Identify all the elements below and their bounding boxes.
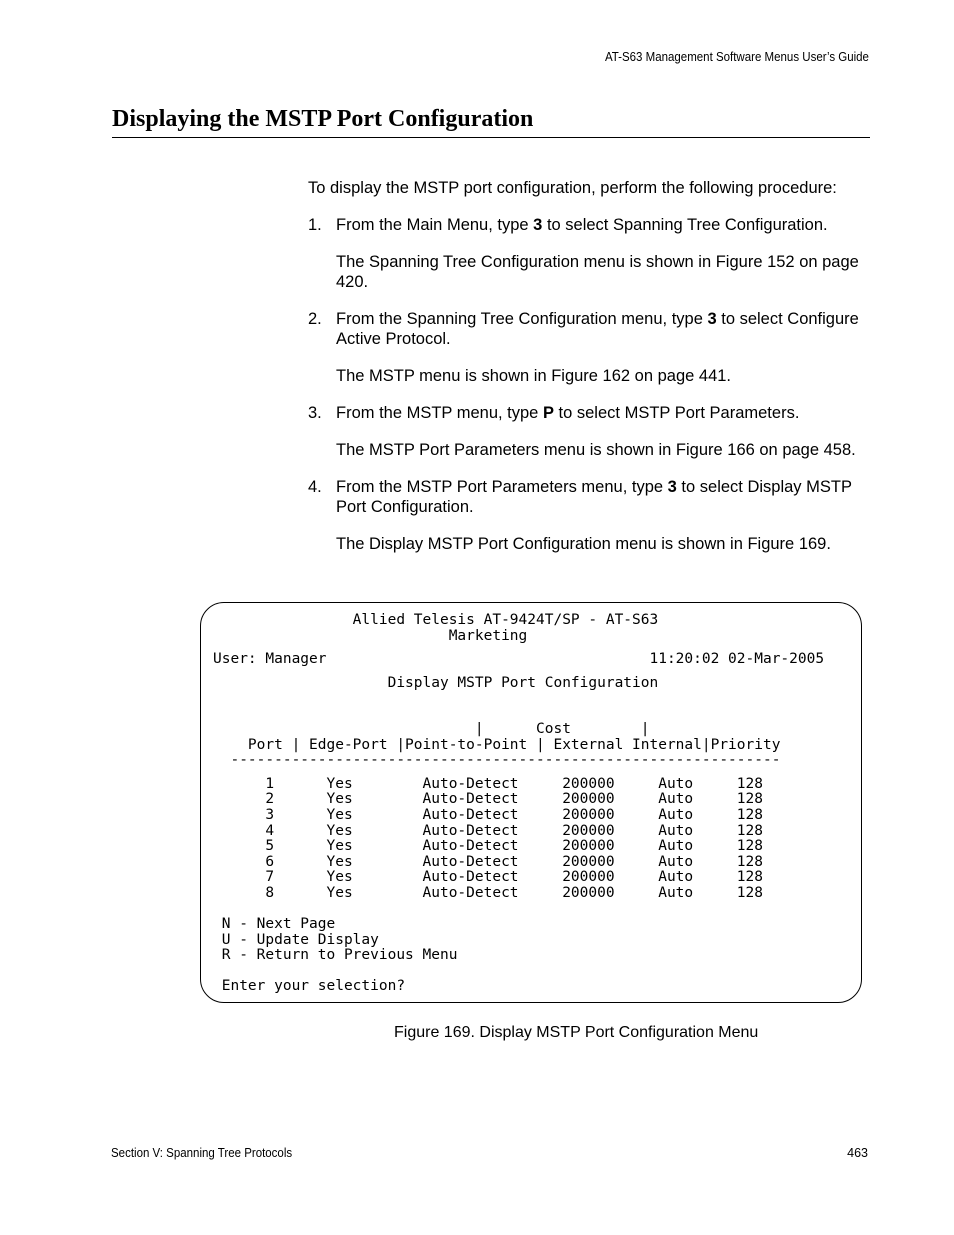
step-note: The MSTP menu is shown in Figure 162 on page 441.: [336, 367, 732, 385]
running-header: AT-S63 Management Software Menus User’s Guide: [605, 50, 869, 64]
section-title: Displaying the MSTP Port Configuration: [112, 106, 870, 138]
terminal-screen: [200, 602, 862, 1003]
terminal-line: 7 Yes Auto-Detect 200000 Auto 128: [213, 869, 763, 885]
step-text-pre: From the MSTP Port Parameters menu, type: [336, 478, 668, 496]
step-text-pre: From the Main Menu, type: [336, 216, 534, 234]
terminal-line: 2 Yes Auto-Detect 200000 Auto 128: [213, 791, 763, 807]
step-text-post: to select Display MSTP Port Configuration.: [336, 478, 852, 516]
step-text: [336, 309, 878, 349]
procedure-step: [308, 309, 878, 349]
step-text-pre: From the Spanning Tree Configuration menu, type: [336, 310, 708, 328]
terminal-line: 1 Yes Auto-Detect 200000 Auto 128: [213, 776, 763, 792]
step-note: The Display MSTP Port Configuration menu is shown in Figure 169.: [336, 535, 831, 553]
step-number: 2.: [308, 310, 322, 328]
terminal-line: Allied Telesis AT-9424T/SP - AT-S63: [213, 612, 659, 628]
step-key: P: [542, 404, 554, 422]
terminal-line: R - Return to Previous Menu: [213, 947, 458, 963]
step-number: 1.: [308, 216, 322, 234]
terminal-line: Port | Edge-Port |Point-to-Point | External Internal|Priority: [213, 737, 781, 753]
procedure-step: [308, 215, 878, 235]
step-number: 3.: [308, 404, 322, 422]
step-text-post: to select MSTP Port Parameters.: [553, 404, 800, 422]
terminal-line: 8 Yes Auto-Detect 200000 Auto 128: [213, 885, 763, 901]
step-key: 3: [533, 216, 543, 234]
terminal-line: 4 Yes Auto-Detect 200000 Auto 128: [213, 823, 763, 839]
terminal-line: ---------------------------------------------------------------: [213, 752, 781, 768]
step-note: The Spanning Tree Configuration menu is shown in Figure 152 on page 420.: [336, 253, 859, 291]
step-text-post: to select Configure Active Protocol.: [336, 310, 859, 348]
step-text: [336, 403, 878, 423]
figure-caption: Figure 169. Display MSTP Port Configuration Menu: [394, 1024, 759, 1041]
step-key: 3: [667, 478, 677, 496]
terminal-line: Enter your selection?: [213, 978, 406, 994]
terminal-line: User: Manager 11:20:02 02-Mar-2005: [213, 651, 825, 667]
procedure-body: [308, 178, 878, 571]
step-text-pre: From the MSTP menu, type: [336, 404, 543, 422]
footer-section: Section V: Spanning Tree Protocols: [111, 1146, 293, 1160]
terminal-line: Display MSTP Port Configuration: [213, 675, 659, 691]
terminal-line: N - Next Page: [213, 916, 336, 932]
intro-paragraph: To display the MSTP port configuration, perform the following procedure:: [308, 179, 837, 197]
terminal-line: 5 Yes Auto-Detect 200000 Auto 128: [213, 838, 763, 854]
procedure-step: [308, 403, 878, 423]
terminal-line: 3 Yes Auto-Detect 200000 Auto 128: [213, 807, 763, 823]
footer-page-number: 463: [847, 1146, 868, 1160]
terminal-line: 6 Yes Auto-Detect 200000 Auto 128: [213, 854, 763, 870]
terminal-line: U - Update Display: [213, 932, 379, 948]
step-text: [336, 477, 878, 517]
terminal-line: | Cost |: [213, 721, 650, 737]
step-number: 4.: [308, 478, 322, 496]
step-key: 3: [707, 310, 717, 328]
step-text-post: to select Spanning Tree Configuration.: [542, 216, 828, 234]
step-text: [336, 215, 878, 235]
procedure-step: [308, 477, 878, 517]
terminal-line: Marketing: [213, 628, 528, 644]
step-note: The MSTP Port Parameters menu is shown in Figure 166 on page 458.: [336, 441, 856, 459]
